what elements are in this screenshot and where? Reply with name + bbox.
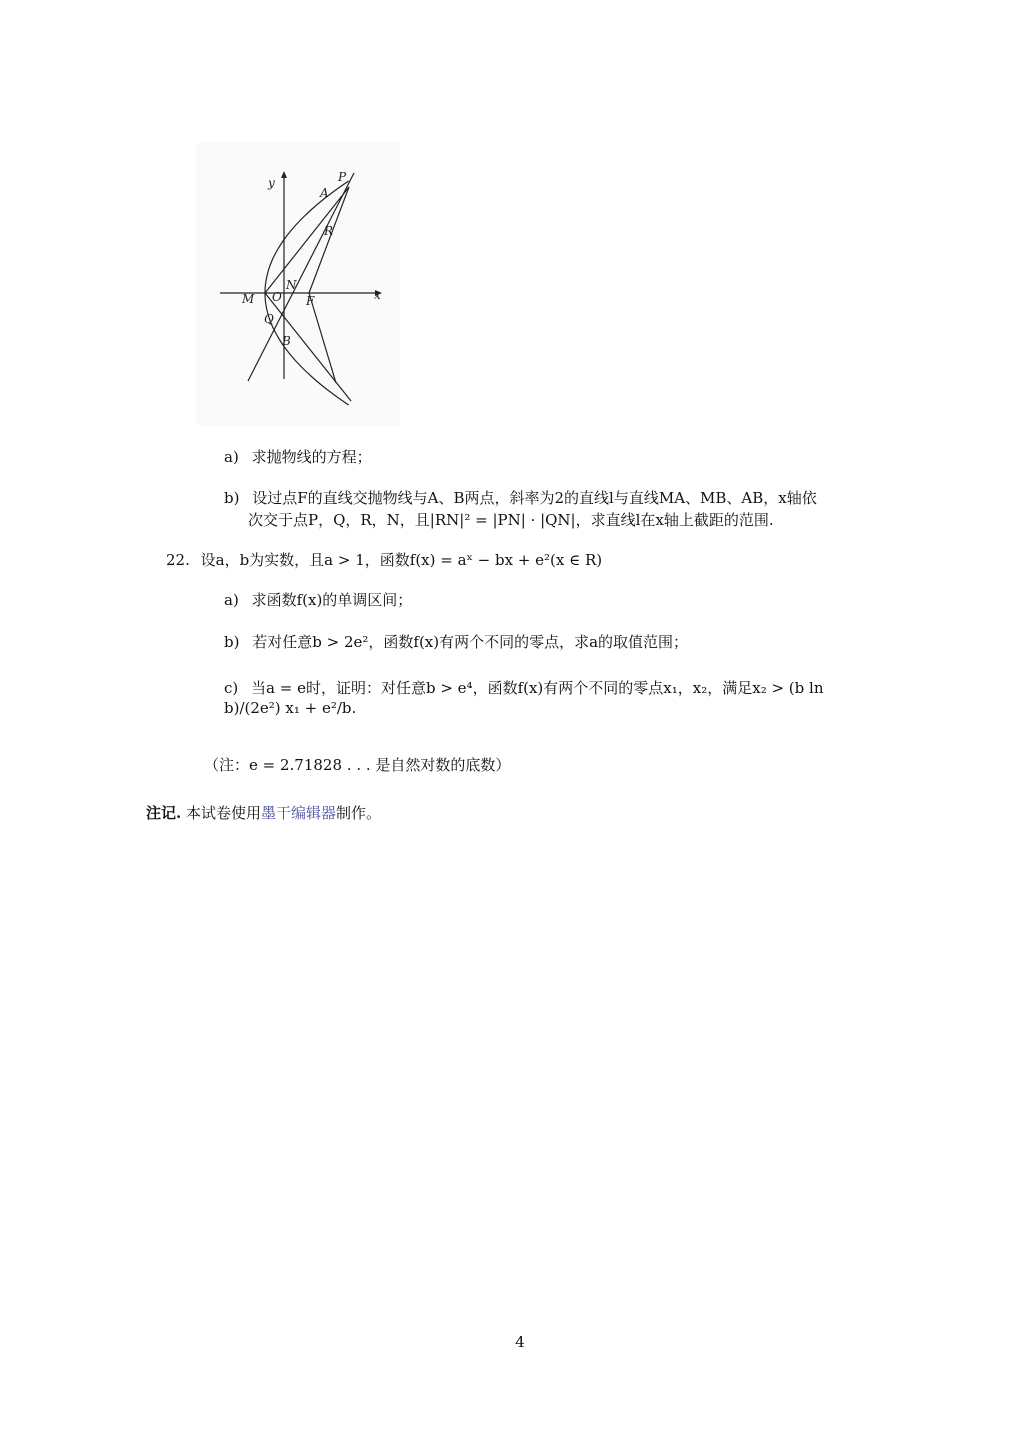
label-A: A <box>320 186 329 200</box>
label-x: x <box>374 288 381 302</box>
q22-b-mark: b) <box>224 633 240 651</box>
q22-stem <box>166 550 602 570</box>
footer-note-text: 本试卷使用 <box>186 804 262 822</box>
q21-b-line1: 设过点F的直线交抛物线与A、B两点，斜率为2的直线l与直线MA、MB、AB，x轴依 <box>252 489 817 507</box>
q22-note: （注：e = 2.71828 . . . 是自然对数的底数） <box>204 756 511 774</box>
q22-a-text: 求函数f(x)的单调区间； <box>251 591 413 609</box>
label-R: R <box>324 224 334 238</box>
q21-part-a <box>224 447 372 467</box>
q22-number: 22. <box>166 551 190 569</box>
q22-b-text: 若对任意b > 2e²，函数f(x)有两个不同的零点，求a的取值范围； <box>252 633 689 651</box>
q22-part-c <box>224 678 884 718</box>
label-O: O <box>272 290 282 304</box>
label-M: M <box>242 292 255 306</box>
label-B: B <box>282 334 291 348</box>
label-Q: Q <box>264 312 274 326</box>
q22-c-mark: c) <box>224 679 239 697</box>
q21-part-b <box>224 488 817 508</box>
q21-b-line2: 次交于点P，Q，R，N，且|RN|² = |PN| · |QN|，求直线l在x轴上截距的范围. <box>248 511 774 529</box>
label-y: y <box>268 176 275 190</box>
footer-note-label: 注记. <box>146 804 182 822</box>
label-F: F <box>306 294 315 308</box>
q22-part-b <box>224 632 688 652</box>
label-P: P <box>338 170 347 184</box>
q21-b-mark: b) <box>224 489 240 507</box>
editor-link[interactable]: 墨干编辑器 <box>261 804 337 822</box>
page-number: 4 <box>515 1333 525 1351</box>
label-N: N <box>286 278 297 292</box>
q21-a-mark: a) <box>224 448 239 466</box>
q22-a-mark: a) <box>224 591 239 609</box>
q22-c-text: 当a = e时，证明：对任意b > e⁴，函数f(x)有两个不同的零点x₁，x₂，满足x₂ > (b ln b)/(2e²) x₁ + e²/b. <box>224 679 824 717</box>
q22-stem-text: 设a，b为实数，且a > 1，函数f(x) = aˣ − bx + e²(x ∈ R) <box>200 551 603 569</box>
footer-note-suffix: 制作。 <box>336 804 382 822</box>
q21-a-text: 求抛物线的方程； <box>251 448 372 466</box>
q22-part-a <box>224 590 412 610</box>
parabola-figure <box>196 143 400 425</box>
footer-note <box>146 803 381 823</box>
